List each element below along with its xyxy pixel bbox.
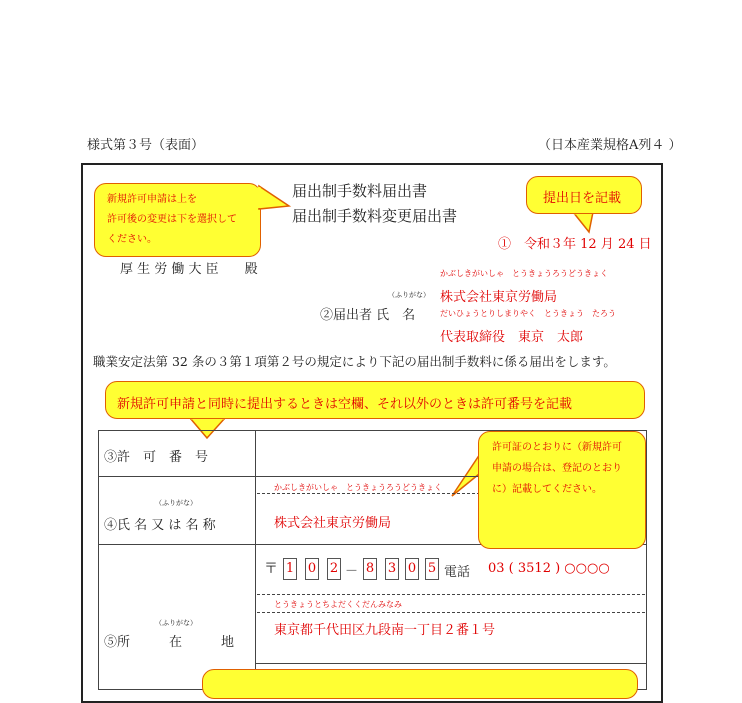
phone-label: 電話 <box>444 565 471 580</box>
postal-digit: 0 <box>305 558 319 580</box>
paper-size: （日本産業規格A列４ ） <box>538 138 682 153</box>
callout-license-text: 許可証のとおりに（新規許可 申請の場合は、登記のとおり に）記載してください。 <box>492 442 622 495</box>
row-name-furigana-label: （ふりがな） <box>155 499 197 507</box>
furigana-label: （ふりがな） <box>388 291 430 299</box>
callout-permit-text: 新規許可申請と同時に提出するときは空欄、それ以外のときは許可番号を記載 <box>117 397 573 412</box>
row-name-furigana: かぶしきがいしゃ とうきょうろうどうきょく <box>274 483 442 492</box>
row-name-label: ④氏 名 又 は 名 称 <box>104 518 216 533</box>
statement: 職業安定法第 32 条の３第１項第２号の規定により下記の届出制手数料に係る届出をします。 <box>93 354 616 369</box>
row-address-furigana-label: （ふりがな） <box>155 619 197 627</box>
applicant-label: ②届出者 氏 名 <box>320 308 416 323</box>
postal-digit: 1 <box>283 558 297 580</box>
form-number: 様式第３号（表面） <box>87 138 205 153</box>
row-separator <box>255 663 647 664</box>
addressee: 厚 生 労 働 大 臣 殿 <box>120 262 258 277</box>
address-furigana: とうきょうとちよだくくだんみなみ <box>274 600 402 609</box>
postal-separator <box>257 594 645 595</box>
phone-value: 03 ( 3512 ) ○○○○ <box>488 561 610 576</box>
representative-name: 代表取締役 東京 太郎 <box>440 330 584 345</box>
callout-select-text: 新規許可申請は上を 許可後の変更は下を選択して ください。 <box>107 194 237 245</box>
postal-digit: 0 <box>405 558 419 580</box>
postal-digit: 2 <box>327 558 341 580</box>
title-line-1: 届出制手数料届出書 <box>292 182 428 200</box>
table-divider <box>255 430 256 676</box>
company-name: 株式会社東京労働局 <box>440 290 558 305</box>
row-address-label: ⑤所 在 地 <box>104 635 235 650</box>
postal-dash: － <box>345 564 359 579</box>
postal-digit: 8 <box>363 558 377 580</box>
submission-date: ① 令和３年 12 月 24 日 <box>498 237 652 252</box>
company-furigana: かぶしきがいしゃ とうきょうろうどうきょく <box>440 269 608 278</box>
row-permit-label: ③許 可 番 号 <box>104 450 209 465</box>
representative-furigana: だいひょうとりしまりやく とうきょう たろう <box>440 309 616 318</box>
callout-date-text: 提出日を記載 <box>543 191 622 206</box>
postal-digit: 5 <box>425 558 439 580</box>
callout-bottom <box>202 669 638 699</box>
row-name-value: 株式会社東京労働局 <box>274 516 392 531</box>
title-line-2: 届出制手数料変更届出書 <box>292 207 458 225</box>
postal-digit: 3 <box>385 558 399 580</box>
address-value: 東京都千代田区九段南一丁目２番１号 <box>274 623 496 638</box>
furigana-separator <box>257 612 645 613</box>
postal-mark: 〒 <box>264 561 278 577</box>
